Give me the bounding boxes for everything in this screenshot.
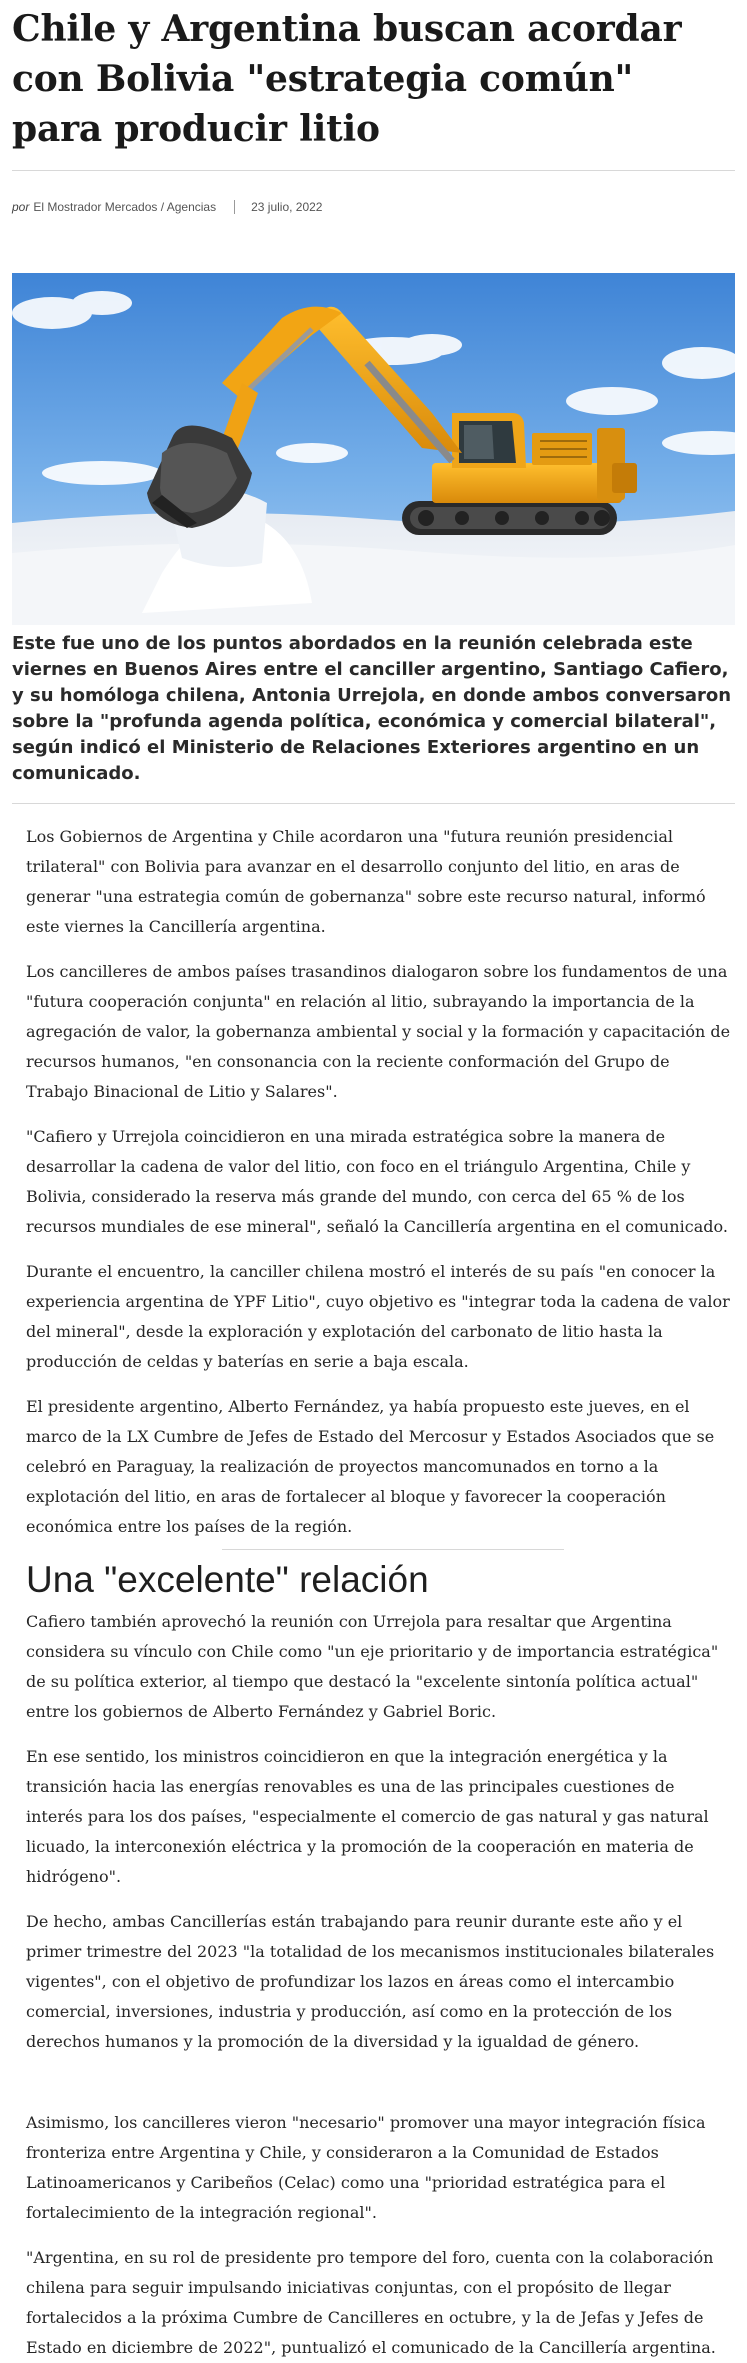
article-meta <box>12 197 735 217</box>
publish-date: 23 julio, 2022 <box>251 200 323 214</box>
paragraph: De hecho, ambas Cancillerías están trabajando para reunir durante este año y el primer trimestre del 2023 "la totalidad de los mecanismos institucionales bilaterales vigentes", con el objetivo de profundizar los lazos en áreas como el intercambio comercial, inversiones, industria y producción, así como en la protección de los derechos humanos y la promoción de la diversidad y la igualdad de género. <box>26 1912 715 2051</box>
paragraph: En ese sentido, los ministros coincidieron en que la integración energética y la transición hacia las energías renovables es una de las principales cuestiones de interés para los dos países, "especialmente el comercio de gas natural y gas natural licuado, la interconexión eléctrica y la promoción de la cooperación en materia de hidrógeno". <box>26 1747 709 1886</box>
paragraph: Asimismo, los cancilleres vieron "necesario" promover una mayor integración física fronteriza entre Argentina y Chile, y consideraron a la Comunidad de Estados Latinoamericanos y Caribeños (Celac) como una "prioridad estratégica para el fortalecimiento de la integración regional". <box>26 2113 706 2222</box>
author-link[interactable]: El Mostrador Mercados / Agencias <box>33 200 217 214</box>
paragraph: Los cancilleres de ambos países trasandinos dialogaron sobre los fundamentos de una "futura cooperación conjunta" en relación al litio, subrayando la importancia de la agregación de valor, la gobernanza ambiental y social y la formación y capacitación de recursos humanos, "en consonancia con la reciente conformación del Grupo de Trabajo Binacional de Litio y Salares". <box>26 962 731 1101</box>
section-spacer <box>26 2072 731 2108</box>
subheading-divider <box>222 1549 564 1550</box>
title-divider <box>12 170 735 171</box>
article-title: Chile y Argentina buscan acordar con Bolivia "estrategia común" para producir litio <box>12 8 682 150</box>
paragraph: Durante el encuentro, la canciller chilena mostró el interés de su país "en conocer la experiencia argentina de YPF Litio", cuyo objetivo es "integrar toda la cadena de valor del mineral", desde la exploración y explotación del carbonato de litio hasta la producción de celdas y baterías en serie a baja escala. <box>26 1262 730 1371</box>
article-body <box>0 804 747 2363</box>
excavator-on-salt-flat-photo <box>12 273 735 625</box>
paragraph: "Argentina, en su rol de presidente pro tempore del foro, cuenta con la colaboración chilena para seguir impulsando iniciativas conjuntas, con el propósito de llegar fortalecidos a la próxima Cumbre de Cancilleres en octubre, y la de Jefas y Jefes de Estado en diciembre de 2022", puntualizó el comunicado de la Cancillería argentina. <box>26 2248 716 2357</box>
image-caption: Este fue uno de los puntos abordados en la reunión celebrada este viernes en Buenos Aires entre el canciller argentino, Santiago Cafiero, y su homóloga chilena, Antonia Urrejola, en donde ambos conversaron sobre la "profunda agenda política, económica y comercial bilateral", según indicó el Ministerio de Relaciones Exteriores argentino en un comunicado. <box>12 633 732 784</box>
section-subheading: Una "excelente" relación <box>26 1559 429 1600</box>
paragraph: "Cafiero y Urrejola coincidieron en una mirada estratégica sobre la manera de desarrollar la cadena de valor del litio, con foco en el triángulo Argentina, Chile y Bolivia, considerado la reserva más grande del mundo, con cerca del 65 % de los recursos mundiales de ese mineral", señaló la Cancillería argentina en el comunicado. <box>26 1127 728 1236</box>
paragraph: Cafiero también aprovechó la reunión con Urrejola para resaltar que Argentina considera su vínculo con Chile como "un eje prioritario y de importancia estratégica" de su política exterior, al tiempo que destacó la "excelente sintonía política actual" entre los gobiernos de Alberto Fernández y Gabriel Boric. <box>26 1612 719 1721</box>
subheading-block <box>26 1557 731 1603</box>
paragraph: El presidente argentino, Alberto Fernández, ya había propuesto este jueves, en el marco de la LX Cumbre de Jefes de Estado del Mercosur y Estados Asociados que se celebró en Paraguay, la realización de proyectos mancomunados en torno a la explotación del litio, en aras de fortalecer al bloque y favorecer la cooperación económica entre los países de la región. <box>26 1397 715 1536</box>
paragraph: Los Gobiernos de Argentina y Chile acordaron una "futura reunión presidencial trilateral" con Bolivia para avanzar en el desarrollo conjunto del litio, en aras de generar "una estrategia común de gobernanza" sobre este recurso natural, informó este viernes la Cancillería argentina. <box>26 827 706 936</box>
hero-image <box>12 273 735 625</box>
meta-separator <box>234 200 235 214</box>
byline-prefix: por <box>12 200 30 214</box>
